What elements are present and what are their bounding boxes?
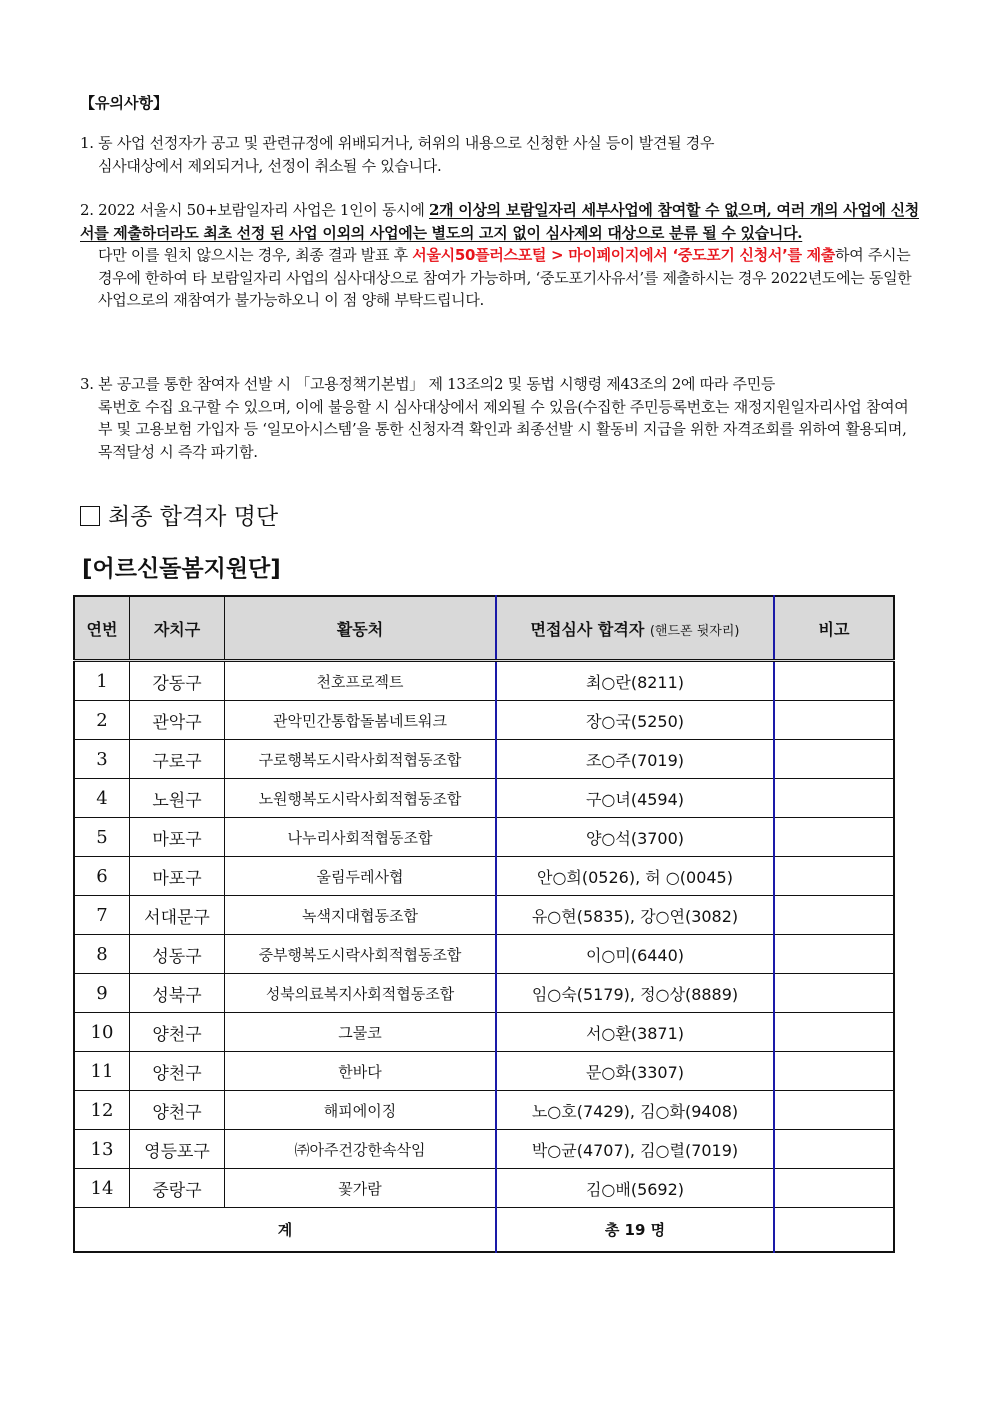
note-cell [774,935,894,974]
header-district: 자치구 [130,596,225,661]
district-cell: 영등포구 [130,1130,225,1169]
total-label: 계 [74,1208,496,1253]
note-cell [774,701,894,740]
org-cell: 해피에이징 [225,1091,497,1130]
table-row [74,701,894,740]
org-cell: 그물코 [225,1013,497,1052]
names-cell: 구○녀(4594) [496,779,774,818]
notice-item-2 [80,199,920,312]
results-table [73,595,895,1253]
district-cell: 관악구 [130,701,225,740]
names-cell: 안○희(0526), 허 ○(0045) [496,857,774,896]
notice-title: 【유의사항】 [80,94,168,112]
row-number: 8 [74,935,130,974]
notice-item-2-intro: 2. 2022 서울시 50+보람일자리 사업은 1인이 동시에 [80,201,430,219]
names-cell: 양○석(3700) [496,818,774,857]
table-row [74,974,894,1013]
names-cell: 조○주(7019) [496,740,774,779]
district-cell: 노원구 [130,779,225,818]
org-cell: 꽃가람 [225,1169,497,1208]
row-number: 2 [74,701,130,740]
header-no: 연번 [74,596,130,661]
org-cell: 관악민간통합돌봄네트워크 [225,701,497,740]
names-cell: 박○균(4707), 김○렬(7019) [496,1130,774,1169]
table-row [74,661,894,701]
district-cell: 서대문구 [130,896,225,935]
names-cell: 김○배(5692) [496,1169,774,1208]
table-row [74,1013,894,1052]
table-row [74,740,894,779]
org-cell: 녹색지대협동조합 [225,896,497,935]
note-cell [774,1091,894,1130]
row-number: 10 [74,1013,130,1052]
notice-item-3-line1: 3. 본 공고를 통한 참여자 선발 시 「고용정책기본법」 제 13조의2 및 동법 시행령 제43조의 2에 따라 주민등 [80,375,776,393]
row-number: 14 [74,1169,130,1208]
district-cell: 중랑구 [130,1169,225,1208]
notice-item-1-line2: 심사대상에서 제외되거나, 선정이 취소될 수 있습니다. [98,156,442,175]
header-note: 비고 [774,596,894,661]
note-cell [774,1013,894,1052]
district-cell: 강동구 [130,661,225,701]
row-number: 1 [74,661,130,701]
names-cell: 노○호(7429), 김○화(9408) [496,1091,774,1130]
org-cell: 나누리사회적협동조합 [225,818,497,857]
subsection-title: [어르신돌봄지원단] [82,556,281,582]
row-number: 4 [74,779,130,818]
row-number: 9 [74,974,130,1013]
total-value: 총 19 명 [496,1208,774,1253]
note-cell [774,661,894,701]
org-cell: 천호프로젝트 [225,661,497,701]
notice-item-3-rest: 록번호 수집 요구할 수 있으며, 이에 불응할 시 심사대상에서 제외될 수 있음(수집한 주민등록번호는 재정지원일자리사업 참여여부 및 고용보험 가입자 등 ‘일모아시스템’을 통한 신청자격 확인과 최종선발 시 활동비 지급을 위한 자격조회를 위하여 활용되며, 목적달성 시 즉각 파기함. [98,397,909,461]
org-cell: 노원행복도시락사회적협동조합 [225,779,497,818]
names-cell: 문○화(3307) [496,1052,774,1091]
notice-item-1-line1: 1. 동 사업 선정자가 공고 및 관련규정에 위배되거나, 허위의 내용으로 신청한 사실 등이 발견될 경우 [80,134,715,152]
row-number: 12 [74,1091,130,1130]
row-number: 5 [74,818,130,857]
district-cell: 양천구 [130,1091,225,1130]
org-cell: 중부행복도시락사회적협동조합 [225,935,497,974]
note-cell [774,740,894,779]
district-cell: 양천구 [130,1013,225,1052]
note-cell [774,896,894,935]
row-number: 3 [74,740,130,779]
notice-item-2-text-a: 다만 이를 원치 않으시는 경우, 최종 결과 발표 후 [98,246,413,264]
table-row [74,935,894,974]
table-total-row [74,1208,894,1253]
row-number: 13 [74,1130,130,1169]
table-header-row [74,596,894,661]
district-cell: 마포구 [130,857,225,896]
section-title [80,498,278,531]
note-cell [774,1169,894,1208]
district-cell: 구로구 [130,740,225,779]
row-number: 6 [74,857,130,896]
table-row [74,1091,894,1130]
district-cell: 성북구 [130,974,225,1013]
names-cell: 장○국(5250) [496,701,774,740]
note-cell [774,779,894,818]
header-names-label: 면접심사 합격자 [530,619,645,639]
table-row [74,818,894,857]
checkbox-square-icon [80,506,100,526]
note-cell [774,1052,894,1091]
org-cell: ㈜아주건강한속삭임 [225,1130,497,1169]
district-cell: 성동구 [130,935,225,974]
notice-item-2-text-b: 하여 주시는 경우에 한하여 타 보람일자리 사업의 심사대상으로 참여가 가능하며, ‘중도포기사유서’를 제출하시는 경우 2022년도에는 동일한 사업으로의 재참여가 불가능하오니 이 점 양해 부탁드립니다. [98,246,912,309]
section-title-text: 최종 합격자 명단 [108,504,279,530]
row-number: 11 [74,1052,130,1091]
org-cell: 구로행복도시락사회적협동조합 [225,740,497,779]
table-row [74,1169,894,1208]
note-cell [774,974,894,1013]
org-cell: 성북의료복지사회적협동조합 [225,974,497,1013]
district-cell: 양천구 [130,1052,225,1091]
org-cell: 한바다 [225,1052,497,1091]
table-row [74,857,894,896]
note-cell [774,857,894,896]
notice-item-2-underlined: 2개 이상의 보람일자리 세부사업에 참여할 수 없으며, 여러 개의 사업에 신청서를 제출하더라도 최초 선정 된 사업 이외의 사업에는 별도의 고지 없이 심사제외 대상으로 분류 될 수 있습니다. [80,201,919,242]
row-number: 7 [74,896,130,935]
total-note [774,1208,894,1253]
notice-item-1 [80,132,920,177]
names-cell: 이○미(6440) [496,935,774,974]
note-cell [774,818,894,857]
org-cell: 울림두레사협 [225,857,497,896]
header-org: 활동처 [225,596,497,661]
notice-item-2-red: 서울시50플러스포털 > 마이페이지에서 ‘중도포기 신청서’를 제출 [412,246,835,264]
notice-item-3 [80,373,920,463]
names-cell: 유○현(5835), 강○연(3082) [496,896,774,935]
table-row [74,896,894,935]
names-cell: 서○환(3871) [496,1013,774,1052]
table-row [74,779,894,818]
header-names-note: (핸드폰 뒷자리) [649,623,740,639]
names-cell: 임○숙(5179), 정○상(8889) [496,974,774,1013]
header-names [496,596,774,661]
district-cell: 마포구 [130,818,225,857]
table-row [74,1052,894,1091]
names-cell: 최○란(8211) [496,661,774,701]
table-row [74,1130,894,1169]
note-cell [774,1130,894,1169]
